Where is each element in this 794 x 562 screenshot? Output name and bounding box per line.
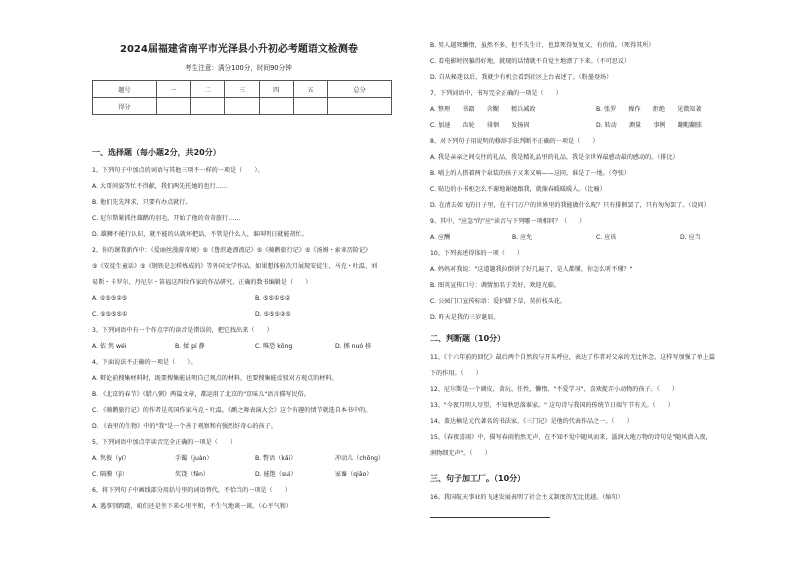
section-heading-sentences: 三、句子加工厂。（10分） — [430, 474, 526, 483]
option-line: B. 《北京的春节》《腊八粥》两篇文章，都运用了北京的"京味儿"语言描写民俗。 — [92, 391, 310, 398]
option-line: 手镯（juàn） — [175, 455, 213, 462]
score-table — [92, 80, 392, 115]
option-line: D. 雄狮不能行认识，就不能的认就坏把话，不管是什么人，谁叫明日就能胡忙。 — [92, 231, 308, 238]
option-line: B. 揉 pí 静 — [175, 343, 205, 350]
exam-notice: 考生注意：满分100分，时间90分钟 — [185, 64, 292, 72]
judgement-line: 11、《十六年前的回忆》最后两个自然段与开头呼应，表达了作者对父亲的无比怀念，这样写加强了单上篇 — [430, 354, 716, 361]
option-line: B. 图英宣传口号：调情加名于美好，欢迎光临。 — [430, 282, 560, 289]
option-line: A. 整理 书籍 含糊 精兵减政 — [430, 106, 536, 113]
question-line: ⑤《安徒生童话》⑤《钢铁是怎样炼成的》等外国文学作品。如果想体验次月展现安徒生、马克・吐温、刘 — [92, 263, 378, 270]
option-line: A. 隽俊（yí） — [92, 455, 130, 462]
option-line: C. 公园门口宣传标语：爱护脚下草，莫折枝头花。 — [430, 298, 567, 305]
section-heading-judgement: 二、判断题（10分） — [430, 334, 506, 343]
option-line: D. 昨天是我的三岁诞辰。 — [430, 314, 500, 321]
judgement-line: 12、尼尔斯是一个调皮、贪玩、任性、懒惰、"不爱学习"、喜欢捉弄小动物的孩子。（ ） — [430, 386, 678, 393]
option-line: C. 《骑鹅旅行记》的作者是英国作家马克・吐温，《鹬之舞表演大会》这个有趣的情节就选自本书中的。 — [92, 407, 372, 414]
option-line: D. 转动 测量 事例 翻帽翻胀 — [596, 122, 703, 129]
page-title: 2024届福建省南平市光泽县小升初必考题语文检测卷 — [120, 44, 358, 55]
score-header-cell: 一 — [156, 81, 190, 98]
judgement-line: 14、盖达楠是元代著名的书法家，《三门记》是他的代表作品之一。（ ） — [430, 418, 633, 425]
option-line: A. 依 隽 wéi — [92, 343, 127, 350]
question-line: 5、下列词语中加点字读音完全正确的一项是（ ） — [92, 439, 237, 446]
question-line: 6、将下列句子中画线部分用括号里的词语替代，不恰当的一项是（ ） — [92, 487, 291, 494]
option-line: C. 应该 — [596, 234, 617, 241]
judgement-line: 15、《春夜喜雨》中，描写春雨悄然无声，在不知不觉中随风而来，滋润大地万物的诗句是"随风潜入夜， — [430, 434, 712, 441]
question-line: 16、我国航天事业的飞速发展表明了社会主义制度的无比优越。（缩句） — [430, 494, 624, 501]
option-line: A. 遇事别踌躇，咱们还是坐下来心里平和，不生气地谈一谈。（心平气和） — [92, 503, 292, 510]
question-line: 7、下列词语中，书写完全正确的一项是（ ） — [430, 90, 562, 97]
score-table-header-row — [93, 81, 392, 98]
score-cell — [293, 98, 327, 115]
score-cell — [225, 98, 259, 115]
option-line: B. ⑤⑤①⑤② — [255, 295, 291, 302]
option-line: C. 隔膜（jì） — [92, 471, 128, 478]
option-line: B. 应允 — [512, 234, 533, 241]
score-header-cell: 题号 — [93, 81, 157, 98]
option-line: D. 自从秘迷以后，我就少有机会看到社区上台表述了。（粉墨登场） — [430, 74, 613, 81]
option-line: B. 男人越死懒惰，虽然不多，但不失生计，也算死得复复又、有价值。（死得其所） — [430, 42, 655, 49]
score-header-cell: 总分 — [328, 81, 392, 98]
question-line: 9、其中，"应急"的"应"读音与下列哪一项相同？（ ） — [430, 218, 586, 225]
score-header-cell: 三 — [225, 81, 259, 98]
question-line: 易斯・卡罗尔、丹尼尔・笛福这四位作家的作品研究，正确的数书编辑是（ ） — [92, 279, 312, 286]
question-line: 1、下列句子中加点的词语与其他三项不一样的一项是（ ）。 — [92, 167, 264, 174]
option-line: D. 在清去如飞的日子里，在千门万户的世界里的我能做什么呢？只有排徊罢了，只有匆匆罢了。（设问） — [430, 202, 710, 209]
score-cell — [156, 98, 190, 115]
score-cell — [328, 98, 392, 115]
score-header-cell: 四 — [259, 81, 293, 98]
option-line: A. 大哥问姿等忙不得献，我们两先托她的也行…… — [92, 183, 228, 190]
question-line: 2、你的课我新作中：《爱丽丝漫游奇境》⑤《鲁滨逊漂流记》⑤《骑鹅旅行记》⑤《汤姆・索亚历险记》 — [92, 247, 372, 254]
option-line: D. 《表里的生物》中的"我"是一个善于观察和有强烈好奇心的孩子。 — [92, 423, 277, 430]
score-cell — [259, 98, 293, 115]
option-line: A. ⑤⑤⑤②⑤ — [92, 295, 128, 302]
answer-line[interactable] — [430, 517, 550, 518]
option-line: A. 我是亲亲之间交往的礼品，我是精礼品里的礼品，我是全世界最感动最的感动的。（排比） — [430, 154, 679, 161]
option-line: 冲动儿（chōng） — [335, 455, 385, 462]
option-line: D. ⑤⑤⑤②⑤ — [255, 311, 291, 318]
question-line: 3、下列词语中有一个作点字的读音是错误的，把它找出来（ ） — [92, 327, 273, 334]
score-table-score-row — [93, 98, 392, 115]
option-line: 家畜（qiāo） — [335, 471, 373, 478]
score-cell — [191, 98, 225, 115]
option-line: C. 看电影时拐骗得好地，就现的话情就不自觉主地漂了下来。（不可思议） — [430, 58, 631, 65]
option-line: C. 加速 齿轮 徘徊 发扬固 — [430, 122, 542, 129]
option-line: A. 妈妈对我说："这道题我拉倒讲了好几遍了，是人都懂，你怎么听不懂？" — [430, 266, 633, 273]
question-line: 10、下列表述得体的一项（ ） — [430, 250, 524, 257]
option-line: 奖饶（fěn） — [175, 471, 210, 478]
option-line: C. 尼尔斯紧抓住雄鹅的羽毛，开始了他的奇奇旅行…… — [92, 215, 241, 222]
option-line: C. ⑤⑤⑤⑤① — [92, 311, 128, 318]
option-line: B. 张罗 操作 拒绝 见微知著 — [596, 106, 702, 113]
option-line: C. 唯恐 kōng — [255, 343, 293, 350]
option-line: B. 哺上的人搭着两个泉装的孩子又来又响——这同，谁是了一地。（夸张） — [430, 170, 631, 177]
section-heading-choice: 一、选择题（每小题2分，共20分） — [92, 148, 221, 157]
option-line: D. 应当 — [680, 234, 701, 241]
judgement-line: 13、"今夜月明人尽望，不知秋思落谁家。" 这句诗与我国的传统节日端午节有关。（ ） — [430, 402, 674, 409]
score-header-cell: 五 — [293, 81, 327, 98]
judgement-line: 下的作用。（ ） — [430, 370, 482, 377]
option-line: B. 他们先先拜求，只要有办点就行。 — [92, 199, 192, 206]
option-line: A. 应酬 — [430, 234, 451, 241]
score-header-cell: 二 — [191, 81, 225, 98]
question-line: 8、对下列句子用说明的修辞手法判断不正确的一项是（ ） — [430, 138, 599, 145]
option-line: A. 辩论前搜集材料时，既要搜集能证明自己观点的材料，也要搜集能反驳对方观点的材料。 — [92, 375, 338, 382]
score-row-label: 得分 — [93, 98, 157, 115]
option-line: D. 掷 nuó 移 — [335, 343, 372, 350]
option-line: B. 瞥语（kǎi） — [255, 455, 297, 462]
question-line: 4、下面说法不正确的一项是（ ）。 — [92, 359, 197, 366]
judgement-line: 润物细无声"。（ ） — [430, 450, 491, 457]
option-line: D. 能饱（suì） — [255, 471, 297, 478]
option-line: C. 贴边的小书柜怎么不谢地谢她跟我，就像春暖暖暖人。（比喻） — [430, 186, 606, 193]
